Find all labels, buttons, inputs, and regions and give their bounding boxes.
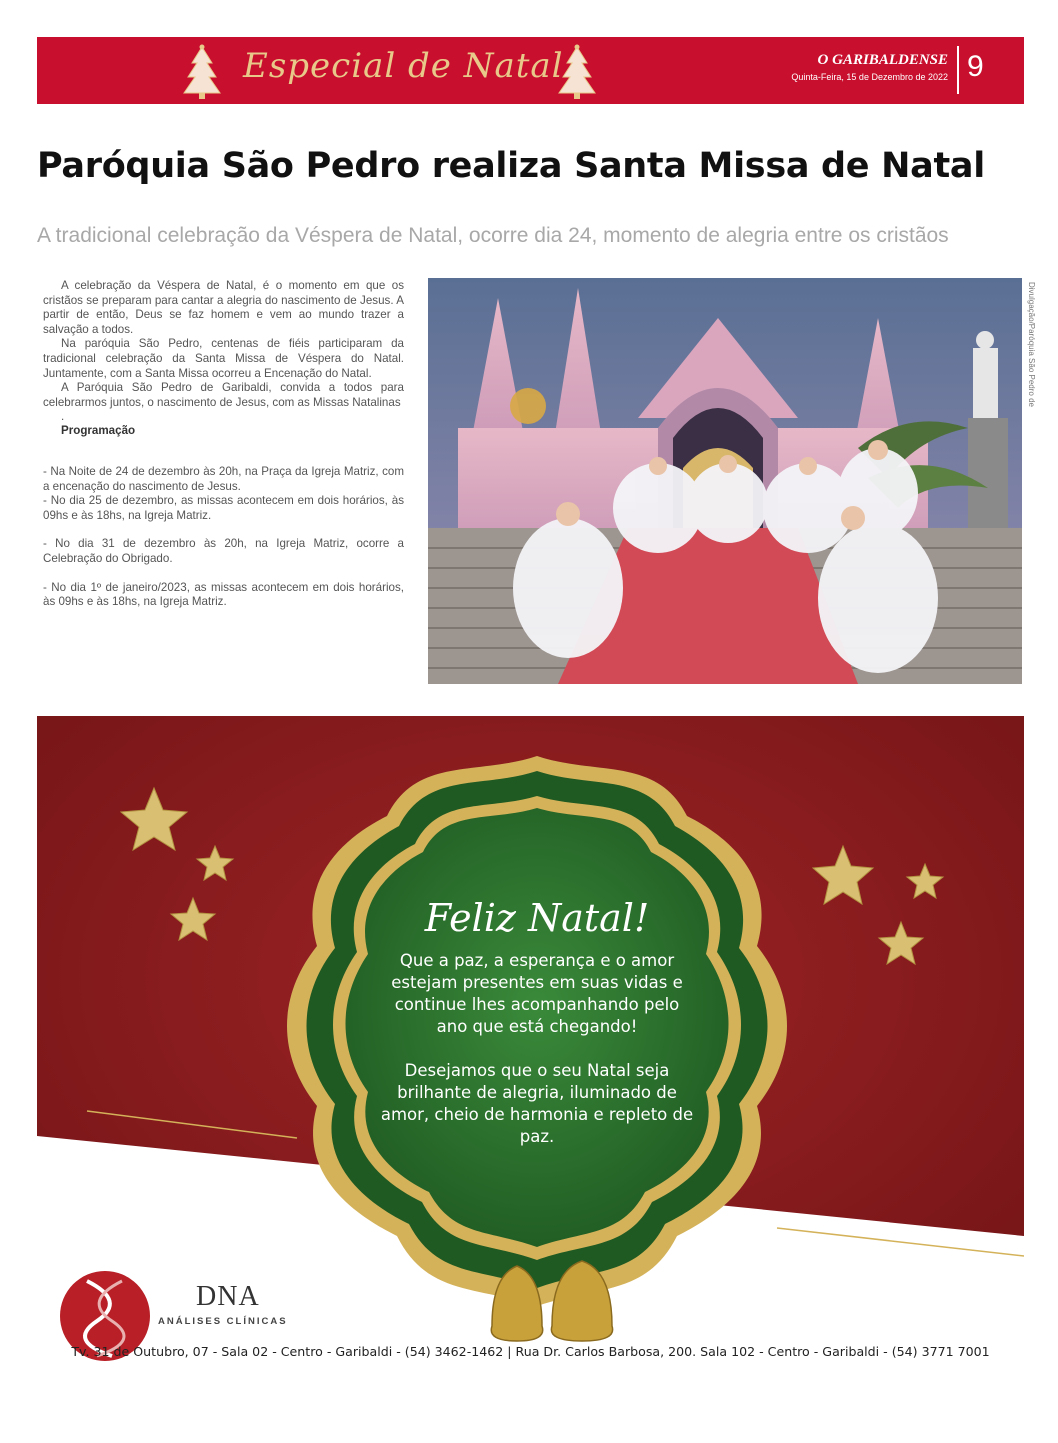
header-divider [957,46,959,94]
program-heading: Programação [61,424,136,438]
article-body [43,279,404,610]
program-item: - No dia 25 de dezembro, as missas acontecem em dois horários, às 09hs e às 18hs, na Igreja Matriz. [43,494,404,522]
brand-subtitle: ANÁLISES CLÍNICAS [158,1316,288,1327]
separator-dot: . [61,410,65,424]
issue-date: Quinta-Feira, 15 de Dezembro de 2022 [791,72,948,82]
church-celebration-photo [428,278,1022,684]
article-paragraph: A Paróquia São Pedro de Garibaldi, convida a todos para celebrarmos juntos, o nascimento de Jesus, com as Missas Natalinas [43,381,404,409]
newspaper-name: O GARIBALDENSE [817,52,948,68]
christmas-advertisement [37,716,1024,1370]
program-item: - Na Noite de 24 de dezembro às 20h, na Praça da Igreja Matriz, com a encenação do nascimento de Jesus. [43,464,404,493]
greeting-title: Feliz Natal! [424,896,650,940]
ad-message: Que a paz, a esperança e o amor estejam presentes em suas vidas e continue lhes acompanhando pelo ano que está chegando! [391,951,683,1036]
ad-message: Desejamos que o seu Natal seja brilhante de alegria, iluminado de amor, cheio de harmonia e repleto de paz. [380,1061,694,1146]
page-number: 9 [967,50,984,83]
article-paragraph: A celebração da Véspera de Natal, é o momento em que os cristãos se preparam para cantar a alegria do nascimento de Jesus. A partir de então, Deus se faz homem e vem ao mundo trazer a salvação a todos. [43,279,404,336]
article-subheadline: A tradicional celebração da Véspera de Natal, ocorre dia 24, momento de alegria entre os cristãos [37,224,949,247]
christmas-tree-icon [180,43,224,101]
ad-message-block [377,896,697,1148]
footer-address: Tv. 31 de Outubro, 07 - Sala 02 - Centro - Garibaldi - (54) 3462-1462 | Rua Dr. Carlos Barbosa, 200. Sala 102 - Centro - Garibaldi - (54) 3771 7001 [71,1344,990,1359]
section-title: Especial de Natal [243,46,564,86]
christmas-tree-icon [555,43,599,101]
article-headline: Paróquia São Pedro realiza Santa Missa de Natal [37,146,985,186]
article-paragraph: Na paróquia São Pedro, centenas de fiéis participaram da tradicional celebração da Santa Missa de Véspera do Natal. Juntamente, com a Santa Missa ocorreu a Encenação do Natal. [43,337,404,380]
brand-name: DNA [196,1281,260,1312]
program-item: - No dia 1º de janeiro/2023, as missas acontecem em dois horários, às 09hs e às 18hs, na Igreja Matriz. [43,580,404,609]
program-item: - No dia 31 de dezembro às 20h, na Igreja Matriz, ocorre a Celebração do Obrigado. [43,537,404,565]
photo-credit: Divulgação/Paróquia São Pedro de [1027,282,1036,407]
